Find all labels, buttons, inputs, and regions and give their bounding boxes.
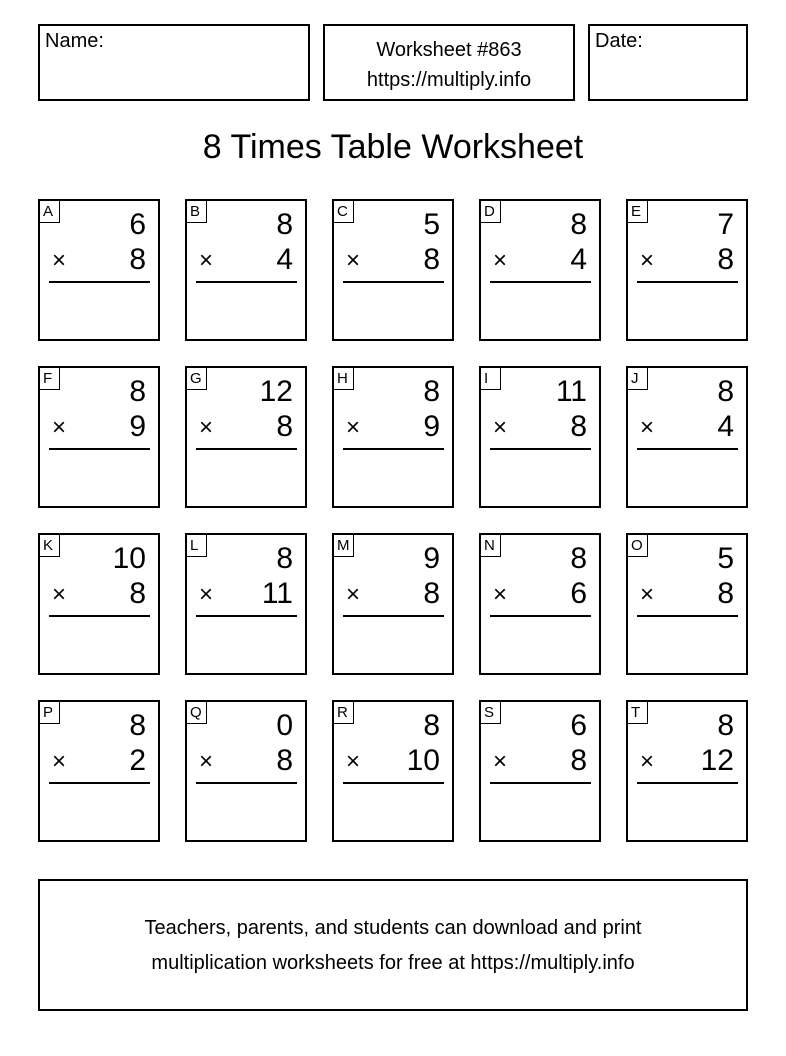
answer-line — [49, 281, 150, 283]
multiplier: 8 — [129, 243, 146, 276]
multiplicand: 8 — [276, 542, 293, 575]
problem-card — [332, 533, 454, 675]
problem-card — [479, 366, 601, 508]
multiplier: 8 — [717, 577, 734, 610]
times-sign: × — [640, 247, 655, 274]
times-sign: × — [199, 748, 214, 775]
problem-card — [38, 366, 160, 508]
answer-line — [637, 615, 738, 617]
problem-card — [38, 533, 160, 675]
multiplicand: 6 — [570, 709, 587, 742]
times-sign: × — [346, 748, 361, 775]
times-sign: × — [640, 748, 655, 775]
name-field[interactable] — [38, 24, 310, 101]
problem-letter: S — [481, 702, 501, 724]
answer-line — [343, 615, 444, 617]
answer-line — [490, 448, 591, 450]
multiplicand: 8 — [129, 709, 146, 742]
problem-grid — [38, 199, 748, 842]
multiplier: 8 — [423, 243, 440, 276]
problem-letter: B — [187, 201, 207, 223]
answer-line — [637, 281, 738, 283]
multiplicand: 8 — [717, 375, 734, 408]
problem-letter: P — [40, 702, 60, 724]
multiplier: 12 — [700, 744, 734, 777]
multiplicand: 10 — [112, 542, 146, 575]
answer-line — [637, 448, 738, 450]
multiplier: 11 — [261, 577, 293, 610]
problem-letter: K — [40, 535, 60, 557]
multiplicand: 11 — [555, 375, 587, 408]
multiplier: 6 — [570, 577, 587, 610]
times-sign: × — [52, 581, 67, 608]
footer-note — [38, 879, 748, 1011]
problem-card — [626, 533, 748, 675]
footer-line-1: Teachers, parents, and students can download and print — [144, 917, 642, 939]
answer-line — [490, 281, 591, 283]
multiplier: 8 — [717, 243, 734, 276]
times-sign: × — [493, 414, 508, 441]
problem-card — [626, 366, 748, 508]
answer-line — [490, 782, 591, 784]
multiplicand: 8 — [570, 208, 587, 241]
times-sign: × — [346, 581, 361, 608]
problem-card — [38, 700, 160, 842]
times-sign: × — [493, 581, 508, 608]
problem-card — [38, 199, 160, 341]
times-sign: × — [640, 581, 655, 608]
problem-letter: E — [628, 201, 648, 223]
multiplier: 8 — [423, 577, 440, 610]
times-sign: × — [493, 247, 508, 274]
problem-letter: F — [40, 368, 60, 390]
times-sign: × — [52, 247, 67, 274]
footer-line-2: multiplication worksheets for free at https://multiply.info — [151, 952, 635, 974]
multiplier: 8 — [276, 744, 293, 777]
multiplicand: 8 — [423, 709, 440, 742]
answer-line — [490, 615, 591, 617]
problem-card — [185, 366, 307, 508]
answer-line — [343, 782, 444, 784]
times-sign: × — [346, 414, 361, 441]
problem-card — [626, 700, 748, 842]
multiplicand: 5 — [423, 208, 440, 241]
multiplicand: 12 — [259, 375, 293, 408]
problem-letter: D — [481, 201, 501, 223]
times-sign: × — [199, 414, 214, 441]
answer-line — [49, 448, 150, 450]
multiplier: 8 — [276, 410, 293, 443]
worksheet-number: Worksheet #863 — [376, 39, 522, 61]
date-label: Date: — [595, 30, 643, 52]
date-field[interactable] — [588, 24, 748, 101]
times-sign: × — [640, 414, 655, 441]
problem-letter: O — [628, 535, 648, 557]
page-title: 8 Times Table Worksheet — [202, 128, 584, 166]
multiplier: 8 — [570, 744, 587, 777]
problem-card — [626, 199, 748, 341]
answer-line — [196, 615, 297, 617]
multiplier: 9 — [423, 410, 440, 443]
problem-letter: H — [334, 368, 354, 390]
answer-line — [343, 448, 444, 450]
answer-line — [196, 448, 297, 450]
multiplicand: 8 — [129, 375, 146, 408]
multiplicand: 8 — [276, 208, 293, 241]
problem-card — [479, 700, 601, 842]
site-url: https://multiply.info — [366, 69, 532, 91]
times-sign: × — [493, 748, 508, 775]
multiplier: 9 — [129, 410, 146, 443]
multiplicand: 8 — [570, 542, 587, 575]
problem-letter: I — [481, 368, 501, 390]
answer-line — [637, 782, 738, 784]
multiplicand: 6 — [129, 208, 146, 241]
problem-letter: N — [481, 535, 501, 557]
answer-line — [196, 281, 297, 283]
problem-letter: J — [628, 368, 648, 390]
times-sign: × — [199, 581, 214, 608]
problem-card — [479, 533, 601, 675]
multiplicand: 9 — [423, 542, 440, 575]
problem-card — [185, 700, 307, 842]
multiplicand: 8 — [717, 709, 734, 742]
times-sign: × — [52, 748, 67, 775]
multiplicand: 0 — [276, 709, 293, 742]
times-sign: × — [52, 414, 67, 441]
answer-line — [343, 281, 444, 283]
problem-card — [332, 700, 454, 842]
problem-card — [479, 199, 601, 341]
multiplier: 10 — [406, 744, 440, 777]
problem-letter: C — [334, 201, 354, 223]
problem-letter: G — [187, 368, 207, 390]
multiplier: 4 — [276, 243, 293, 276]
problem-card — [185, 533, 307, 675]
times-sign: × — [346, 247, 361, 274]
problem-letter: Q — [187, 702, 207, 724]
multiplicand: 7 — [717, 208, 734, 241]
multiplier: 2 — [129, 744, 146, 777]
multiplicand: 8 — [423, 375, 440, 408]
problem-card — [332, 199, 454, 341]
multiplier: 4 — [570, 243, 587, 276]
multiplier: 4 — [717, 410, 734, 443]
name-label: Name: — [45, 30, 104, 52]
problem-letter: A — [40, 201, 60, 223]
problem-card — [185, 199, 307, 341]
multiplier: 8 — [570, 410, 587, 443]
multiplier: 8 — [129, 577, 146, 610]
answer-line — [49, 615, 150, 617]
problem-letter: T — [628, 702, 648, 724]
answer-line — [196, 782, 297, 784]
problem-letter: L — [187, 535, 207, 557]
multiplicand: 5 — [717, 542, 734, 575]
problem-card — [332, 366, 454, 508]
times-sign: × — [199, 247, 214, 274]
worksheet-info-box — [323, 24, 575, 101]
problem-letter: R — [334, 702, 354, 724]
answer-line — [49, 782, 150, 784]
problem-letter: M — [334, 535, 354, 557]
